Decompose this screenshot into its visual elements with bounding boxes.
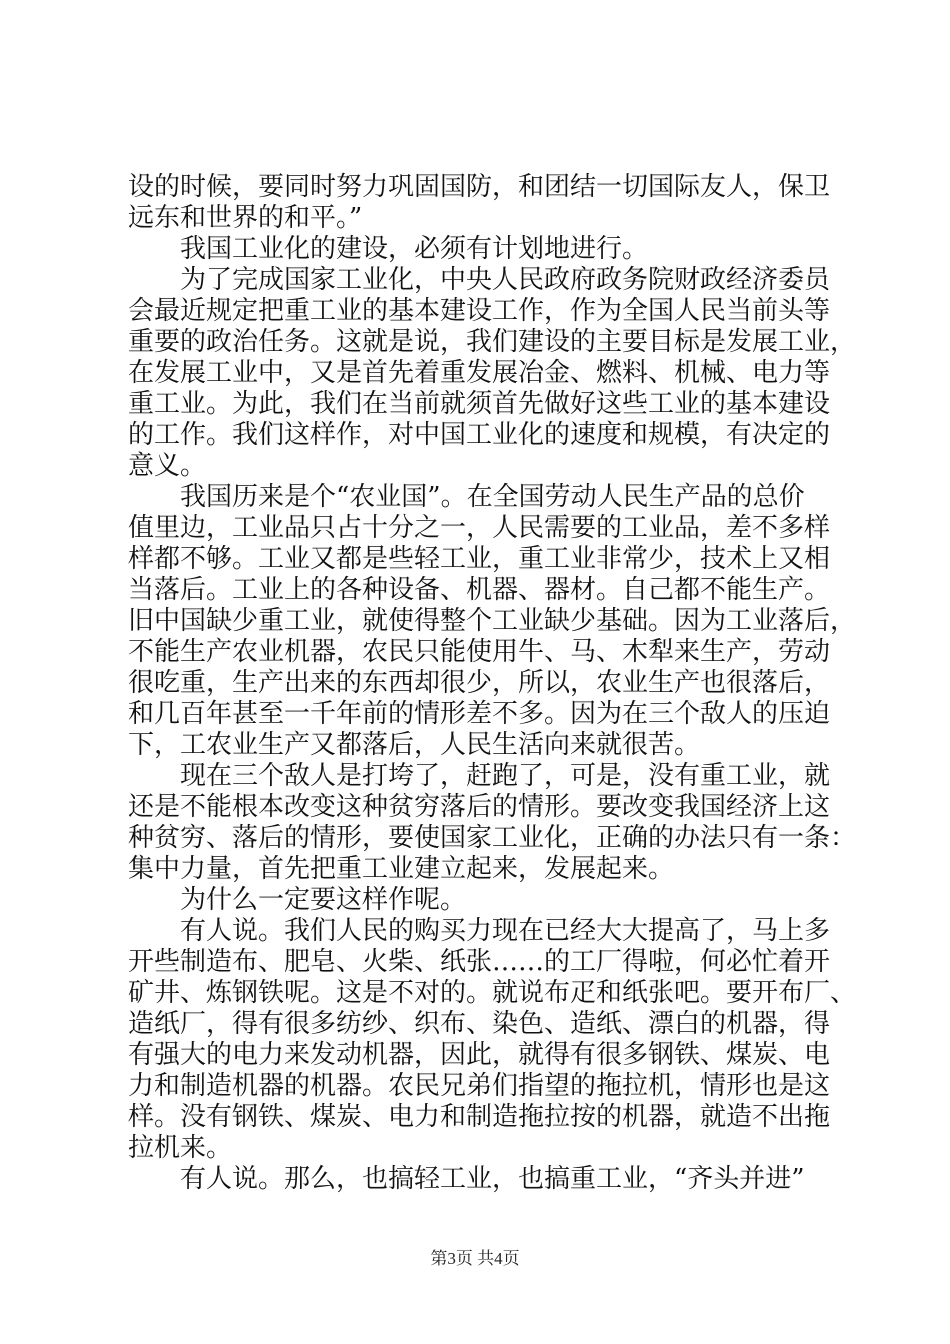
text-line: 矿井、炼钢铁呢。这是不对的。就说布疋和纸张吧。要开布厂、: [128, 978, 857, 1008]
text-line: 值里边，工业品只占十分之一，人民需要的工业品，差不多样: [128, 513, 831, 543]
text-line: 下，工农业生产又都落后，人民生活向来就很苦。: [128, 730, 701, 760]
text-line: 和几百年甚至一千年前的情形差不多。因为在三个敌人的压迫: [128, 699, 831, 729]
text-line: 集中力量，首先把重工业建立起来，发展起来。: [128, 854, 675, 884]
text-line: 还是不能根本改变这种贫穷落后的情形。要改变我国经济上这: [128, 792, 831, 822]
text-line: 会最近规定把重工业的基本建设工作，作为全国人民当前头等: [128, 296, 831, 326]
text-line: 意义。: [128, 451, 207, 481]
text-line: 设的时候，要同时努力巩固国防，和团结一切国际友人，保卫: [128, 172, 831, 202]
text-line: 样。没有钢铁、煤炭、电力和制造拖拉按的机器，就造不出拖: [128, 1102, 831, 1132]
text-line: 为什么一定要这样作呢。: [180, 885, 467, 915]
text-line: 重要的政治任务。这就是说，我们建设的主要目标是发展工业，: [128, 327, 857, 357]
text-line: 我国工业化的建设，必须有计划地进行。: [180, 234, 649, 264]
text-line: 旧中国缺少重工业，就使得整个工业缺少基础。因为工业落后，: [128, 606, 857, 636]
text-line: 开些制造布、肥皂、火柴、纸张……的工厂得啦，何必忙着开: [128, 947, 831, 977]
text-line: 重工业。为此，我们在当前就须首先做好这些工业的基本建设: [128, 389, 831, 419]
text-line: 的工作。我们这样作，对中国工业化的速度和规模，有决定的: [128, 420, 831, 450]
text-line: 现在三个敌人是打垮了，赶跑了，可是，没有重工业，就: [180, 761, 831, 791]
text-line: 种贫穷、落后的情形，要使国家工业化，正确的办法只有一条：: [128, 823, 857, 853]
text-line: 远东和世界的和平。”: [128, 203, 363, 233]
text-line: 有强大的电力来发动机器，因此，就得有很多钢铁、煤炭、电: [128, 1040, 831, 1070]
text-line: 有人说。那么，也搞轻工业，也搞重工业，“齐头并进”: [180, 1164, 805, 1194]
text-line: 在发展工业中，又是首先着重发展冶金、燃料、机械、电力等: [128, 358, 831, 388]
text-line: 我国历来是个“农业国”。在全国劳动人民生产品的总价: [180, 482, 805, 512]
page-body: [128, 170, 857, 1200]
text-line: 当落后。工业上的各种设备、机器、器材。自己都不能生产。: [128, 575, 831, 605]
text-line: 很吃重，生产出来的东西却很少，所以，农业生产也很落后，: [128, 668, 831, 698]
text-line: 力和制造机器的机器。农民兄弟们指望的拖拉机，情形也是这: [128, 1071, 831, 1101]
text-line: 拉机来。: [128, 1133, 233, 1163]
text-line: 造纸厂，得有很多纺纱、织布、染色、造纸、漂白的机器，得: [128, 1009, 831, 1039]
text-line: 不能生产农业机器，农民只能使用牛、马、木犁来生产，劳动: [128, 637, 831, 667]
page-footer: 第3页 共4页: [430, 1249, 520, 1268]
text-line: 为了完成国家工业化，中央人民政府政务院财政经济委员: [180, 265, 831, 295]
text-line: 有人说。我们人民的购买力现在已经大大提高了，马上多: [180, 916, 831, 946]
text-line: 样都不够。工业又都是些轻工业，重工业非常少，技术上又相: [128, 544, 831, 574]
